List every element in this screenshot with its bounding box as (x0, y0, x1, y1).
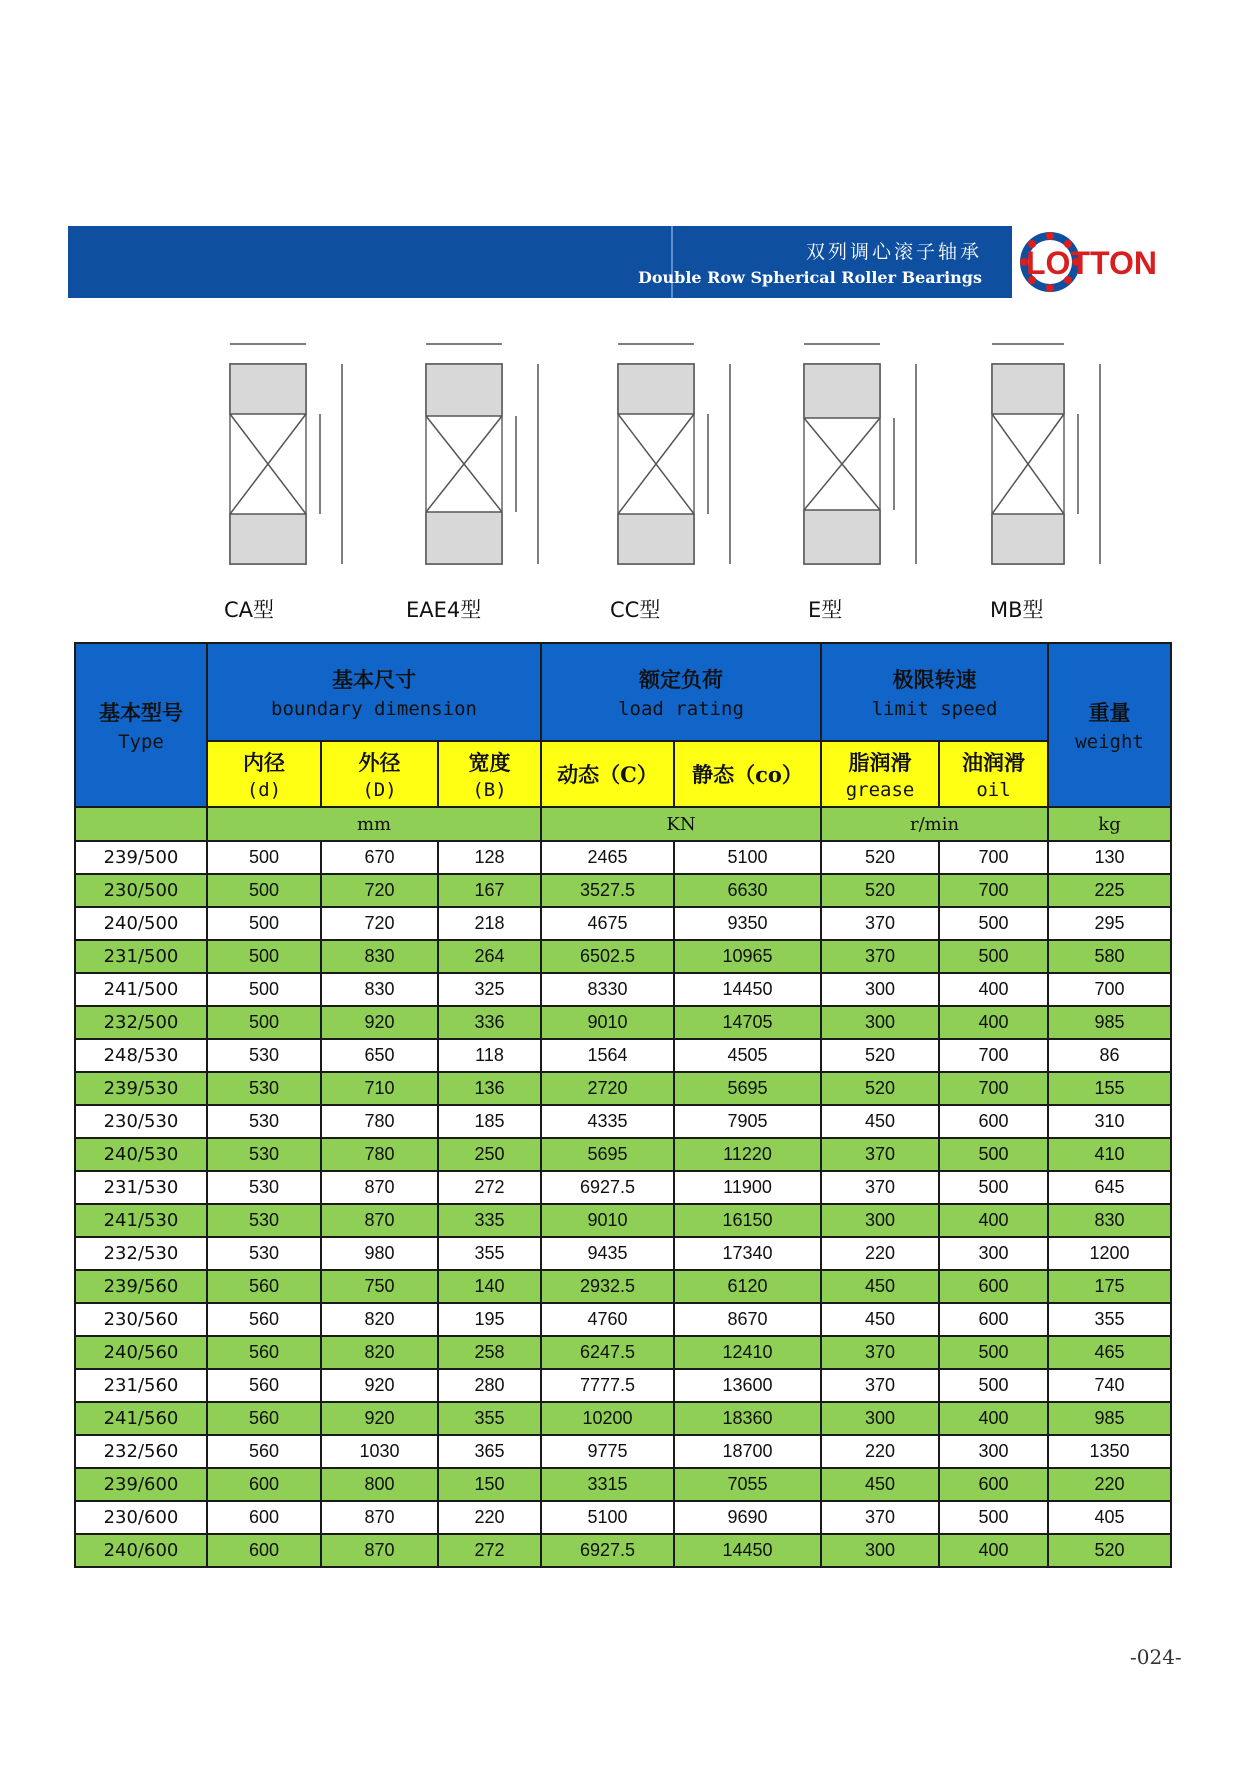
table-cell: 17340 (674, 1237, 821, 1270)
table-cell: 370 (821, 1171, 939, 1204)
table-cell: 9010 (541, 1204, 674, 1237)
table-cell: 500 (939, 1171, 1048, 1204)
table-cell: 14450 (674, 973, 821, 1006)
title-cn: 双列调心滚子轴承 (805, 241, 982, 263)
table-cell: 155 (1048, 1072, 1171, 1105)
table-cell: 5695 (541, 1138, 674, 1171)
table-cell: 720 (321, 907, 438, 940)
table-cell: 220 (821, 1435, 939, 1468)
table-row (75, 907, 1171, 940)
bearing-type-cell: 232/530 (75, 1237, 207, 1270)
caption-cc: CC型 (610, 598, 661, 622)
table-cell: 500 (207, 907, 321, 940)
table-cell: 118 (438, 1039, 541, 1072)
table-cell: 400 (939, 1006, 1048, 1039)
table-cell: 272 (438, 1534, 541, 1567)
table-row (75, 1072, 1171, 1105)
table-cell: 18700 (674, 1435, 821, 1468)
table-cell: 11900 (674, 1171, 821, 1204)
table-row (75, 1237, 1171, 1270)
load-rating-header: 额定负荷 load rating (541, 643, 821, 741)
table-cell: 500 (939, 1501, 1048, 1534)
table-cell: 500 (939, 1138, 1048, 1171)
table-cell: 258 (438, 1336, 541, 1369)
table-cell: 830 (1048, 1204, 1171, 1237)
table-cell: 700 (1048, 973, 1171, 1006)
table-cell: 400 (939, 1402, 1048, 1435)
table-cell: 9350 (674, 907, 821, 940)
table-cell: 530 (207, 1039, 321, 1072)
grease-speed-header: 脂润滑 grease (821, 741, 939, 807)
table-cell: 9690 (674, 1501, 821, 1534)
table-cell: 500 (939, 907, 1048, 940)
inner-diameter-header: 内径 (d) (207, 741, 321, 807)
table-cell: 400 (939, 973, 1048, 1006)
table-cell: 500 (207, 940, 321, 973)
table-row (75, 1534, 1171, 1567)
table-cell: 9775 (541, 1435, 674, 1468)
weight-header: 重量 weight (1048, 643, 1171, 807)
table-cell: 5695 (674, 1072, 821, 1105)
table-cell: 370 (821, 1138, 939, 1171)
brand-logo (1012, 226, 1174, 298)
table-cell: 14450 (674, 1534, 821, 1567)
table-cell: 336 (438, 1006, 541, 1039)
table-row (75, 1039, 1171, 1072)
table-cell: 300 (939, 1435, 1048, 1468)
table-row (75, 1336, 1171, 1369)
table-cell: 6927.5 (541, 1171, 674, 1204)
table-cell: 520 (821, 874, 939, 907)
table-cell: 600 (939, 1468, 1048, 1501)
table-cell: 136 (438, 1072, 541, 1105)
table-cell: 1030 (321, 1435, 438, 1468)
table-cell: 370 (821, 1336, 939, 1369)
table-cell: 870 (321, 1204, 438, 1237)
unit-rpm: r/min (821, 807, 1048, 841)
spec-table-body (75, 841, 1171, 1567)
table-cell: 16150 (674, 1204, 821, 1237)
table-cell: 500 (939, 1369, 1048, 1402)
table-cell: 250 (438, 1138, 541, 1171)
bearing-drawing-cc (598, 330, 748, 622)
table-cell: 560 (207, 1369, 321, 1402)
table-cell: 300 (821, 1006, 939, 1039)
table-cell: 560 (207, 1402, 321, 1435)
table-cell: 12410 (674, 1336, 821, 1369)
table-row (75, 1270, 1171, 1303)
table-cell: 2932.5 (541, 1270, 674, 1303)
table-cell: 520 (821, 1039, 939, 1072)
table-cell: 355 (438, 1402, 541, 1435)
table-cell: 4505 (674, 1039, 821, 1072)
table-cell: 920 (321, 1369, 438, 1402)
width-header: 宽度 (B) (438, 741, 541, 807)
bearing-type-cell: 241/500 (75, 973, 207, 1006)
table-cell: 560 (207, 1303, 321, 1336)
table-cell: 700 (939, 1072, 1048, 1105)
outer-diameter-header: 外径 (D) (321, 741, 438, 807)
table-cell: 405 (1048, 1501, 1171, 1534)
bearing-type-cell: 239/500 (75, 841, 207, 874)
table-cell: 450 (821, 1270, 939, 1303)
table-cell: 6120 (674, 1270, 821, 1303)
table-cell: 500 (207, 973, 321, 1006)
table-row (75, 841, 1171, 874)
bearing-type-cell: 231/530 (75, 1171, 207, 1204)
unit-kn: KN (541, 807, 821, 841)
oil-speed-header: 油润滑 oil (939, 741, 1048, 807)
table-cell: 820 (321, 1336, 438, 1369)
table-cell: 3315 (541, 1468, 674, 1501)
bearing-type-cell: 240/560 (75, 1336, 207, 1369)
static-load-header: 静态（co） (674, 741, 821, 807)
limit-speed-header: 极限转速 limit speed (821, 643, 1048, 741)
table-cell: 355 (438, 1237, 541, 1270)
table-cell: 985 (1048, 1006, 1171, 1039)
table-cell: 645 (1048, 1171, 1171, 1204)
table-cell: 920 (321, 1006, 438, 1039)
dynamic-load-header: 动态（C） (541, 741, 674, 807)
table-cell: 13600 (674, 1369, 821, 1402)
table-cell: 830 (321, 940, 438, 973)
table-cell: 530 (207, 1138, 321, 1171)
table-cell: 365 (438, 1435, 541, 1468)
table-cell: 6927.5 (541, 1534, 674, 1567)
table-cell: 264 (438, 940, 541, 973)
table-cell: 11220 (674, 1138, 821, 1171)
table-cell: 500 (207, 841, 321, 874)
table-cell: 600 (939, 1105, 1048, 1138)
table-cell: 720 (321, 874, 438, 907)
table-cell: 6247.5 (541, 1336, 674, 1369)
table-cell: 218 (438, 907, 541, 940)
bearing-type-cell: 240/500 (75, 907, 207, 940)
bearing-type-cell: 239/530 (75, 1072, 207, 1105)
table-cell: 710 (321, 1072, 438, 1105)
table-cell: 4760 (541, 1303, 674, 1336)
table-cell: 560 (207, 1435, 321, 1468)
table-cell: 3527.5 (541, 874, 674, 907)
table-cell: 600 (207, 1468, 321, 1501)
table-cell: 5100 (674, 841, 821, 874)
table-cell: 800 (321, 1468, 438, 1501)
table-cell: 220 (1048, 1468, 1171, 1501)
table-cell: 560 (207, 1336, 321, 1369)
table-cell: 400 (939, 1534, 1048, 1567)
table-cell: 370 (821, 1501, 939, 1534)
title-en: Double Row Spherical Roller Bearings (637, 268, 982, 287)
caption-eae4: EAE4型 (406, 598, 482, 622)
table-cell: 500 (207, 1006, 321, 1039)
bearing-type-cell: 241/530 (75, 1204, 207, 1237)
table-cell: 530 (207, 1105, 321, 1138)
page-number: -024- (1130, 1645, 1182, 1669)
unit-mm: mm (207, 807, 541, 841)
table-cell: 4675 (541, 907, 674, 940)
table-cell: 4335 (541, 1105, 674, 1138)
table-cell: 220 (821, 1237, 939, 1270)
table-cell: 18360 (674, 1402, 821, 1435)
bearing-type-cell: 230/600 (75, 1501, 207, 1534)
table-cell: 740 (1048, 1369, 1171, 1402)
table-cell: 700 (939, 1039, 1048, 1072)
table-cell: 130 (1048, 841, 1171, 874)
table-cell: 920 (321, 1402, 438, 1435)
table-cell: 980 (321, 1237, 438, 1270)
table-cell: 220 (438, 1501, 541, 1534)
table-row (75, 1435, 1171, 1468)
table-cell: 300 (821, 1204, 939, 1237)
unit-blank (75, 807, 207, 841)
table-cell: 500 (939, 940, 1048, 973)
table-cell: 325 (438, 973, 541, 1006)
table-cell: 150 (438, 1468, 541, 1501)
caption-ca: CA型 (224, 598, 275, 622)
table-row (75, 1138, 1171, 1171)
table-cell: 700 (939, 841, 1048, 874)
table-row (75, 1171, 1171, 1204)
table-cell: 465 (1048, 1336, 1171, 1369)
title-banner (68, 226, 1166, 298)
brand-name: LOTTON (1026, 245, 1157, 281)
table-row (75, 1204, 1171, 1237)
table-cell: 6630 (674, 874, 821, 907)
table-cell: 1200 (1048, 1237, 1171, 1270)
bearing-drawing-eae4 (406, 330, 556, 622)
table-cell: 410 (1048, 1138, 1171, 1171)
table-row (75, 1105, 1171, 1138)
bearing-type-cell: 230/500 (75, 874, 207, 907)
table-row (75, 1369, 1171, 1402)
caption-mb: MB型 (990, 598, 1044, 622)
table-cell: 355 (1048, 1303, 1171, 1336)
table-cell: 128 (438, 841, 541, 874)
bearing-type-cell: 241/560 (75, 1402, 207, 1435)
table-cell: 750 (321, 1270, 438, 1303)
boundary-dimension-header: 基本尺寸 boundary dimension (207, 643, 541, 741)
table-cell: 450 (821, 1303, 939, 1336)
bearing-spec-table (74, 642, 1172, 1568)
table-cell: 600 (207, 1534, 321, 1567)
table-cell: 820 (321, 1303, 438, 1336)
table-cell: 700 (939, 874, 1048, 907)
table-row (75, 1501, 1171, 1534)
table-cell: 6502.5 (541, 940, 674, 973)
table-cell: 530 (207, 1204, 321, 1237)
bearing-type-cell: 230/560 (75, 1303, 207, 1336)
caption-e: E型 (808, 598, 843, 622)
table-cell: 300 (821, 1534, 939, 1567)
table-cell: 370 (821, 1369, 939, 1402)
bearing-type-cell: 231/500 (75, 940, 207, 973)
table-cell: 670 (321, 841, 438, 874)
table-cell: 167 (438, 874, 541, 907)
type-header: 基本型号 Type (75, 643, 207, 807)
table-cell: 7777.5 (541, 1369, 674, 1402)
table-cell: 5100 (541, 1501, 674, 1534)
table-cell: 985 (1048, 1402, 1171, 1435)
table-cell: 7905 (674, 1105, 821, 1138)
table-cell: 500 (207, 874, 321, 907)
table-cell: 280 (438, 1369, 541, 1402)
table-cell: 272 (438, 1171, 541, 1204)
table-cell: 1350 (1048, 1435, 1171, 1468)
table-cell: 7055 (674, 1468, 821, 1501)
table-cell: 310 (1048, 1105, 1171, 1138)
table-cell: 450 (821, 1468, 939, 1501)
table-cell: 780 (321, 1138, 438, 1171)
table-cell: 580 (1048, 940, 1171, 973)
bearing-drawing-ca (210, 330, 360, 622)
table-cell: 370 (821, 940, 939, 973)
table-cell: 2720 (541, 1072, 674, 1105)
table-cell: 370 (821, 907, 939, 940)
table-row (75, 1402, 1171, 1435)
table-cell: 530 (207, 1171, 321, 1204)
bearing-type-cell: 231/560 (75, 1369, 207, 1402)
table-cell: 140 (438, 1270, 541, 1303)
table-cell: 185 (438, 1105, 541, 1138)
table-row (75, 1303, 1171, 1336)
table-cell: 2465 (541, 841, 674, 874)
table-cell: 520 (821, 1072, 939, 1105)
table-cell: 560 (207, 1270, 321, 1303)
bearing-type-cell: 230/530 (75, 1105, 207, 1138)
table-cell: 8330 (541, 973, 674, 1006)
table-cell: 175 (1048, 1270, 1171, 1303)
banner-divider (671, 226, 673, 298)
table-cell: 530 (207, 1072, 321, 1105)
table-cell: 300 (939, 1237, 1048, 1270)
table-cell: 400 (939, 1204, 1048, 1237)
table-cell: 650 (321, 1039, 438, 1072)
table-cell: 870 (321, 1534, 438, 1567)
table-cell: 9435 (541, 1237, 674, 1270)
table-cell: 10200 (541, 1402, 674, 1435)
table-cell: 300 (821, 973, 939, 1006)
table-row (75, 973, 1171, 1006)
table-cell: 600 (939, 1303, 1048, 1336)
table-cell: 450 (821, 1105, 939, 1138)
table-row (75, 1468, 1171, 1501)
table-row (75, 940, 1171, 973)
table-row (75, 1006, 1171, 1039)
table-cell: 300 (821, 1402, 939, 1435)
table-cell: 195 (438, 1303, 541, 1336)
table-cell: 335 (438, 1204, 541, 1237)
table-row (75, 874, 1171, 907)
table-cell: 870 (321, 1171, 438, 1204)
table-cell: 295 (1048, 907, 1171, 940)
bearing-type-cell: 240/600 (75, 1534, 207, 1567)
table-cell: 600 (939, 1270, 1048, 1303)
table-cell: 600 (207, 1501, 321, 1534)
bearing-type-cell: 240/530 (75, 1138, 207, 1171)
table-cell: 86 (1048, 1039, 1171, 1072)
table-cell: 870 (321, 1501, 438, 1534)
table-cell: 9010 (541, 1006, 674, 1039)
table-cell: 1564 (541, 1039, 674, 1072)
table-cell: 8670 (674, 1303, 821, 1336)
table-cell: 830 (321, 973, 438, 1006)
table-cell: 530 (207, 1237, 321, 1270)
bearing-type-cell: 232/500 (75, 1006, 207, 1039)
unit-kg: kg (1048, 807, 1171, 841)
table-cell: 780 (321, 1105, 438, 1138)
table-cell: 225 (1048, 874, 1171, 907)
bearing-type-cell: 239/600 (75, 1468, 207, 1501)
bearing-drawing-mb (972, 330, 1122, 622)
table-cell: 520 (1048, 1534, 1171, 1567)
bearing-drawing-e (784, 330, 934, 622)
bearing-type-cell: 248/530 (75, 1039, 207, 1072)
table-cell: 520 (821, 841, 939, 874)
table-cell: 14705 (674, 1006, 821, 1039)
bearing-type-cell: 232/560 (75, 1435, 207, 1468)
bearing-type-cell: 239/560 (75, 1270, 207, 1303)
bearing-drawings (68, 330, 1166, 630)
table-cell: 10965 (674, 940, 821, 973)
table-cell: 500 (939, 1336, 1048, 1369)
